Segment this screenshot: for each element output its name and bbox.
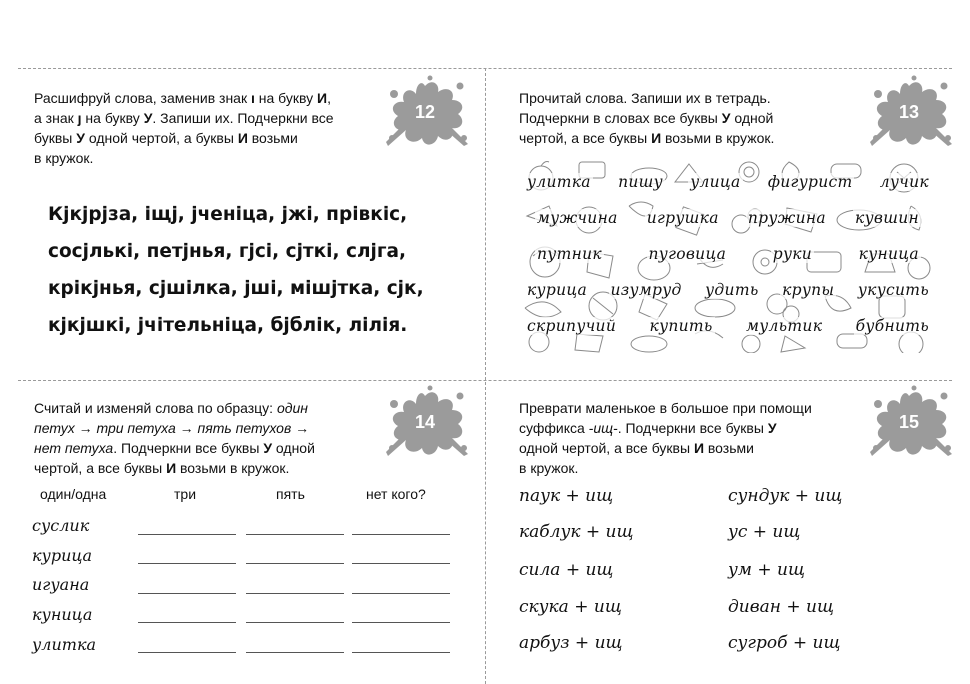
task14-number: 14: [414, 411, 436, 432]
cursive-word: удить: [705, 281, 759, 299]
cursive-word: кувшин: [855, 209, 919, 227]
answer-blank[interactable]: [138, 534, 236, 535]
task15-number: 15: [898, 411, 920, 432]
task15-text: Преврати маленькое в большое при помощи: [519, 400, 812, 416]
task13-number-badge: [866, 74, 952, 150]
task12-text: возьми: [247, 130, 298, 146]
task12-number-badge: [382, 74, 468, 150]
cursive-word: руки: [772, 245, 813, 263]
task13-letter-i: И: [651, 130, 662, 146]
cursive-word: улица: [690, 173, 741, 191]
cursive-word: пружина: [747, 209, 826, 227]
answer-blank[interactable]: [138, 593, 236, 594]
answer-blank[interactable]: [352, 593, 450, 594]
cursive-word: бубнить: [855, 317, 929, 335]
task15-suffix: -ищ-: [588, 420, 618, 436]
task14-word: куница: [32, 605, 93, 624]
task14-word: улитка: [32, 635, 97, 654]
cursive-word: пишу: [618, 173, 663, 191]
task12-glyph-i: ı: [250, 90, 255, 106]
task12-letter-u: У: [143, 110, 153, 126]
task13-word-rows: [519, 158, 937, 353]
task12-letter-i: И: [317, 90, 328, 106]
task14-example: нет петуха: [34, 440, 114, 456]
task14-text: возьми в кружок.: [176, 460, 290, 476]
suffix-exercise: скука + ищ: [519, 597, 622, 617]
task12-text: . Запиши их. Подчеркни все: [152, 110, 334, 126]
column-header-one: один/одна: [40, 486, 107, 502]
task15-letter-u: У: [767, 420, 777, 436]
cursive-word: скрипучий: [527, 317, 617, 335]
cursive-word: пуговица: [648, 245, 727, 263]
task14-text: чертой, а все буквы: [34, 460, 167, 476]
task13-number: 13: [898, 101, 920, 122]
cursive-word: укусить: [857, 281, 929, 299]
cursive-word: улитка: [527, 173, 591, 191]
task14-text: Считай и изменяй слова по образцу:: [34, 400, 277, 416]
task13-instructions: [519, 88, 879, 148]
cursive-word: изумруд: [610, 281, 682, 299]
task14-letter-u: У: [263, 440, 273, 456]
task15-instructions: [519, 398, 879, 478]
answer-blank[interactable]: [352, 622, 450, 623]
task14-example: один: [276, 400, 308, 416]
task12-text: на букву: [81, 110, 144, 126]
answer-blank[interactable]: [246, 534, 344, 535]
column-header-none: нет кого?: [366, 486, 426, 502]
word-row: [519, 164, 937, 200]
task15-text: в кружок.: [519, 460, 579, 476]
cursive-word: куница: [858, 245, 919, 263]
task14-example: петух → три петуха → пять петухов →: [34, 420, 310, 436]
task13-doodle-panel: [519, 158, 937, 353]
column-header-three: три: [174, 486, 197, 502]
task12-instructions: Расшифруй слова, заменив знак ı на букву И, а знак ȷ на букву У. Запиши их. Подчеркни все буквы У одной чертой, а буквы И возьми в кружок.: [34, 88, 394, 168]
task12-cipher-words: [48, 196, 424, 344]
answer-blank[interactable]: [352, 534, 450, 535]
cursive-word: купить: [649, 317, 713, 335]
cursive-word: лучик: [879, 173, 929, 191]
task14-text: одной: [272, 440, 315, 456]
task12-text: буквы: [34, 130, 77, 146]
cursive-word: мультик: [746, 317, 823, 335]
task14-text: . Подчеркни все буквы: [113, 440, 264, 456]
answer-blank[interactable]: [352, 563, 450, 564]
task14-word: курица: [32, 546, 93, 565]
answer-blank[interactable]: [246, 652, 344, 653]
task15-text: возьми: [704, 440, 754, 456]
suffix-exercise: диван + ищ: [728, 597, 834, 617]
task13-text: Подчеркни в словах все буквы: [519, 110, 722, 126]
suffix-exercise: каблук + ищ: [519, 522, 634, 542]
task14-word: суслик: [32, 516, 90, 535]
answer-blank[interactable]: [246, 622, 344, 623]
task13-text: одной: [730, 110, 774, 126]
task15-letter-i: И: [693, 440, 704, 456]
task12-text: в кружок.: [34, 150, 94, 166]
task15-text: . Подчеркни все буквы: [617, 420, 768, 436]
column-header-five: пять: [276, 486, 305, 502]
task13-text: чертой, а все буквы: [519, 130, 652, 146]
task14-letter-i: И: [166, 460, 177, 476]
answer-blank[interactable]: [352, 652, 450, 653]
task12-text: одной чертой, а буквы: [84, 130, 238, 146]
task12-glyph-j: ȷ: [77, 110, 82, 126]
cipher-line: крікјнья, сјшілка, јші, мішјтка, сјк,: [48, 278, 424, 299]
task12-text: Расшифруй слова, заменив знак: [34, 90, 251, 106]
suffix-exercise: арбуз + ищ: [519, 633, 623, 653]
cursive-word: курица: [527, 281, 588, 299]
answer-blank[interactable]: [138, 563, 236, 564]
cursive-word: крупы: [782, 281, 835, 299]
suffix-exercise: сугроб + ищ: [728, 633, 841, 653]
answer-blank[interactable]: [138, 652, 236, 653]
task14-number-badge: [382, 384, 468, 460]
task12-number: 12: [414, 101, 436, 122]
cipher-line: сосјлькі, петјнья, гјсі, сјткі, слјга,: [48, 241, 407, 262]
task14-instructions: [34, 398, 394, 478]
cursive-word: игрушка: [646, 209, 719, 227]
answer-blank[interactable]: [138, 622, 236, 623]
suffix-exercise: паук + ищ: [519, 486, 614, 506]
suffix-exercise: сундук + ищ: [728, 486, 843, 506]
word-row: [519, 200, 937, 236]
task15-text: одной чертой, а все буквы: [519, 440, 694, 456]
answer-blank[interactable]: [246, 563, 344, 564]
task13-text: Прочитай слова. Запиши их в тетрадь.: [519, 90, 771, 106]
suffix-exercise: ум + ищ: [728, 560, 805, 580]
suffix-exercise: ус + ищ: [728, 522, 801, 542]
word-row: [519, 236, 937, 272]
suffix-exercise: сила + ищ: [519, 560, 614, 580]
word-row: [519, 272, 937, 308]
task12-text: а знак: [34, 110, 78, 126]
cursive-word: путник: [537, 245, 602, 263]
answer-blank[interactable]: [246, 593, 344, 594]
task13-letter-u: У: [721, 110, 731, 126]
task14-word: игуана: [32, 575, 90, 594]
task15-number-badge: [866, 384, 952, 460]
task13-text: возьми в кружок.: [661, 130, 775, 146]
task15-text: суффикса: [519, 420, 589, 436]
cursive-word: фигурист: [767, 173, 853, 191]
word-row: [519, 308, 937, 344]
task12-letter-u: У: [76, 130, 85, 146]
cursive-word: мужчина: [537, 209, 618, 227]
task12-text: на букву: [254, 90, 318, 106]
cipher-line: Кјкјрјза, іщј, јченіца, јжі, прівкіс,: [48, 204, 408, 225]
task12-letter-i: И: [237, 130, 248, 146]
vertical-divider: [485, 68, 486, 684]
cipher-line: кјкјшкі, јчітельніца, бјблік, лілія.: [48, 315, 408, 336]
